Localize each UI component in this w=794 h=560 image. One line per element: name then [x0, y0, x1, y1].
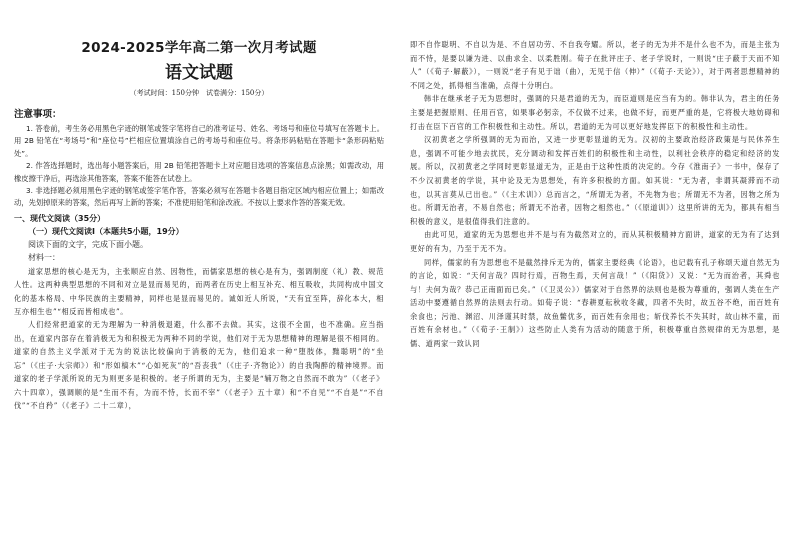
passage-paragraph: 汉初黄老之学所强调的无为而治，又进一步更彰显道的无为。汉初的主要政治经济政策是与民休养生息，强调不可能少地去扰民，充分调动和发挥百姓们的积极性和主动性，以利社会秩序的稳定和经济的发展。所以，汉初黄老之学同时更彰显道无为，正是由于这种性质的决定的。今存《淮南子》一书中，保存了不少汉初黄老的学说，其中论及无为思想处，有许多积极的方面。如其说：“无为者，非谓其凝滞而不动也，以其言莫从已出也。”（《主术训》）总而言之，“所谓无为者，不先物为也；所谓无不为者，因物之所为也。所谓无治者，不易自然也；所谓无不治者，因物之相然也。”（《原道训》）这里所讲的无为，都具有相当积极的意义，是很值得我们注意的。	[410, 135, 780, 226]
notice-heading: 注意事项：	[14, 109, 62, 120]
passage-paragraph: 道家思想的核心是无为，主张顺应自然、因物性，而儒家思想的核心是有为，强调制度（礼）教、规范人性。这两种典型思想的不同和对立是显而易见的，而两者在历史上相互补充、相互吸收，共同构成中国文化的基本格局、中华民族的主要精神，同样也是显而易见的。诚如近人所说，“天有宜至阵，辞化本大，相互亦相生也”“相反而皆相成也”。	[14, 266, 384, 317]
notice-item: 2. 作答选择题时，选出每小题答案后，用 2B 铅笔把答题卡上对应题目选项的答案信息点涂黑；如需改动，用橡皮擦干净后，再选涂其他答案，答案不能答在试卷上。	[14, 161, 384, 183]
material-label: 材料一：	[28, 252, 60, 262]
passage-paragraph: 人们经常把道家的无为理解为一种消极退避，什么都不去做。其实，这很不全面，也不准确。应当指出，在道家内部存在着消极无为和积极无为两种不同的学说，他们对于无为思想精神的理解是很不相同的。道家的自然主义学派对于无为的说法比较偏向于消极的无为，他们追求一种“堕肢体，黜聪明”的“坐忘”（《庄子·大宗师》）和“形如槁木”“心如死灰”的“吾丧我”（《庄子·齐物论》）的自我陶醉的精神境界。而道家的老子学派所说的无为则更多是积极的。老子所谓的无为，主要是“辅万物之自然而不敢为”（《老子》六十四章），强调顺的是“生而不有，为而不恃，长而不宰”（《老子》五十章）和“不自见”“不自是”“不自伐”“不自矜”（《老子》二十二章），	[14, 320, 384, 410]
subject-title: 语文试题	[165, 63, 233, 83]
section-title: 一、现代文阅读（35分）	[14, 213, 106, 223]
passage-paragraph: 即不自作聪明、不自以为是、不自居功劳、不自我夸耀。所以，老子的无为并不是什么也不为，而是主张为而不恃，是要以谦为进、以曲求全、以柔胜刚。荀子在批评庄子、老子学说时，一则说“庄子蔽于天而不知人”（《荀子·解蔽》），一则说“老子有见于诎（曲），无见于信（伸）”（《荀子·天论》），对于两者思想精神的不同之处，抓得相当准确，点得十分明白。	[410, 40, 780, 90]
exam-meta: （考试时间：150分钟 试卷满分：150分）	[129, 89, 269, 97]
reading-instruction: 阅读下面的文字，完成下面小题。	[28, 239, 148, 249]
exam-title: 2024-2025学年高二第一次月考试题	[81, 40, 317, 56]
notice-item: 1. 答卷前，考生务必用黑色字迹的钢笔或签字笔将自己的准考证号、姓名、考场号和座位号填写在答题卡上。用 2B 铅笔在“考场号”和“座位号”栏相应位置填涂自己的考场号和座位号。将条形码粘贴在答题卡“条形码粘贴处”。	[14, 124, 384, 158]
subsection-title: （一）现代文阅读Ⅰ（本题共5小题，19分）	[28, 226, 184, 236]
left-column	[14, 20, 384, 412]
right-column	[410, 38, 780, 351]
passage-paragraph: 韩非在继承老子无为思想时，强调的只是君道的无为，而臣道则是应当有为的。韩非认为，君主的任务主要是把握原则、任用百官，如果事必躬亲，不仅做不过来，也做不好，而更严重的是，它将极大地妨碍和打击在臣下百官的工作积极性和主动性。所以，君道的无为可以更好地发挥臣下的积极性和主动性。	[410, 94, 780, 131]
notice-item: 3. 非选择题必须用黑色字迹的钢笔或签字笔作答，答案必须写在答题卡各题目指定区域内相应位置上；如需改动，先划掉原来的答案，然后再写上新的答案；不准使用铅笔和涂改液。不按以上要求作答的答案无效。	[14, 186, 384, 208]
passage-paragraph: 同样，儒家的有为思想也不是截然排斥无为的，儒家主要经典《论语》，也记载有孔子称颂天道自然无为的言论，如说：“天何言哉？四时行焉，百物生焉，天何言哉！”（《阳货》）又说：“无为而治者，其舜也与！夫何为哉？恭己正南面而已矣。”（《卫灵公》）儒家对于自然界的法则也是极为尊重的，强调人类在生产活动中要遵循自然界的法则去行动。如荀子说：“春耕夏耘秋收冬藏，四者不失时，故五谷不绝，而百姓有余食也；污池、渊沼、川泽谨其时禁，故鱼鳖优多，而百姓有余用也；斩伐养长不失其时，故山林不童，而百姓有余材也。”（《荀子·王制》）这些防止人类有为活动的随意于所，积极尊重自然规律的无为思想，是儒、道两家一致认同	[410, 257, 780, 349]
passage-paragraph: 由此可见，道家的无为思想也并不是与有为截然对立的，而从其积极精神方面讲，道家的无为有了达到更好的有为，乃至于无不为。	[410, 230, 780, 253]
